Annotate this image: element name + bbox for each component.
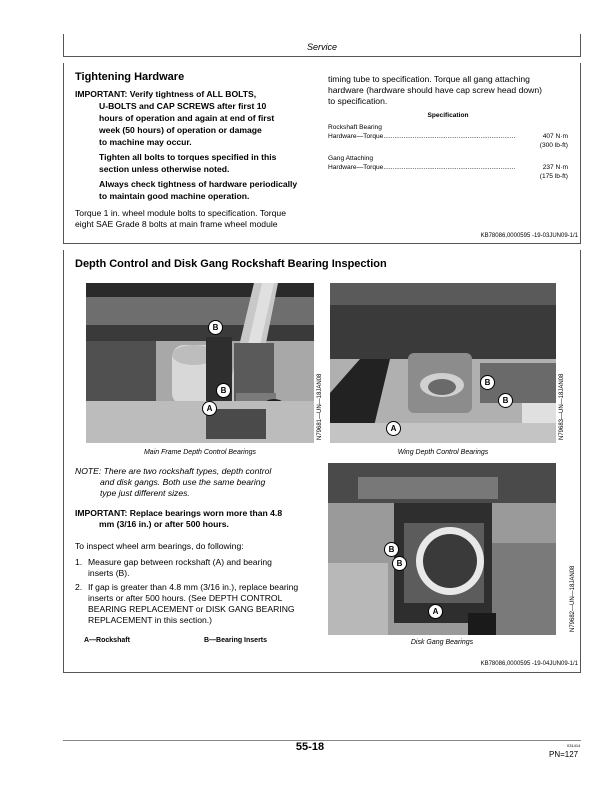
spec-value: 407 N·m [542, 133, 568, 140]
figure-caption: Wing Depth Control Bearings [397, 449, 489, 456]
figure-caption: Main Frame Depth Control Bearings [143, 449, 257, 456]
disk-gang-photo [328, 463, 556, 635]
spec-name: Hardware—Torque [328, 133, 384, 140]
callout-a: A [202, 401, 217, 416]
main-frame-photo [86, 283, 314, 443]
torque-note-line: Tighten all bolts to torques specified in this [99, 152, 277, 162]
step-number: 1. [75, 557, 83, 567]
step-line: inserts or after 500 hours. (See DEPTH CONTROL [88, 593, 283, 603]
always-check-line: Always check tightness of hardware periodically [99, 179, 298, 189]
spec-heading: Specification [427, 112, 469, 119]
spec-name: Gang Attaching [328, 155, 374, 162]
always-check-line: to maintain good machine operation. [99, 191, 250, 201]
spec-item [328, 123, 568, 150]
legend-a: A—Rockshaft [84, 637, 130, 644]
spec-alt: (300 lb-ft) [539, 142, 568, 149]
important-label: IMPORTANT: [75, 89, 128, 99]
step-line: inserts (B). [88, 568, 130, 578]
callout-b: B [216, 383, 231, 398]
important-line: Replace bearings worn more than 4.8 [129, 508, 283, 518]
step-number: 2. [75, 582, 83, 592]
wing-photo [330, 283, 556, 443]
step-item [75, 557, 325, 579]
note-block [75, 466, 271, 499]
important-line: U-BOLTS and CAP SCREWS after first 10 [99, 101, 267, 111]
callout-b: B [384, 542, 399, 557]
spec-item [328, 154, 568, 181]
ref-code: KB78086,0000595 -19-04JUN09-1/1 [480, 661, 578, 667]
note-line: and disk gangs. Both use the same bearing [100, 477, 266, 487]
torque-note-line: section unless otherwise noted. [99, 164, 230, 174]
important-line: Verify tightness of ALL BOLTS, [129, 89, 257, 99]
spec-name: Hardware—Torque [328, 164, 384, 171]
step-line: If gap is greater than 4.8 mm (3/16 in.), replace bearing [88, 582, 299, 592]
spec-dots: ........................................................................ [383, 133, 516, 140]
tightening-title: Tightening Hardware [75, 71, 185, 83]
inspection-intro: To inspect wheel arm bearings, do following: [75, 541, 244, 551]
important-label: IMPORTANT: [75, 508, 128, 518]
figure-code: N79683—UN—18JAN08 [559, 373, 565, 440]
body-line: eight SAE Grade 8 bolts at main frame wheel module [75, 219, 278, 229]
right-line: timing tube to specification. Torque all gang attaching [328, 74, 530, 84]
spec-name: Rockshaft Bearing [328, 124, 382, 131]
callout-b: B [208, 320, 223, 335]
figure-code: N79681—UN—18JAN08 [317, 373, 323, 440]
important-line: mm (3/16 in.) or after 500 hours. [99, 519, 229, 529]
step-item [75, 582, 325, 626]
right-line: to specification. [328, 96, 388, 106]
spec-value: 237 N·m [542, 164, 568, 171]
callout-b: B [480, 375, 495, 390]
section-header: Service [306, 42, 337, 52]
figure-caption: Disk Gang Bearings [410, 639, 474, 646]
callout-a: A [386, 421, 401, 436]
legend-b: B—Bearing Inserts [204, 637, 268, 644]
inspection-title: Depth Control and Disk Gang Rockshaft Bearing Inspection [75, 258, 387, 270]
callout-b: B [392, 556, 407, 571]
spec-alt: (175 lb-ft) [539, 173, 568, 180]
page-number: 55-18 [295, 741, 325, 753]
note-line: NOTE: There are two rockshaft types, depth control [75, 466, 272, 476]
ref-code: KB78086,0000595 -19-03JUN09-1/1 [480, 233, 578, 239]
spec-dots: ........................................................................ [383, 164, 516, 171]
note-line: type just different sizes. [100, 488, 190, 498]
inspection-important [75, 508, 282, 530]
steps-list [75, 557, 325, 626]
tightening-important [75, 88, 325, 202]
pn-label: PN=127 [549, 750, 579, 759]
important-line: week (50 hours) of operation or damage [99, 125, 262, 135]
specification-table [328, 112, 568, 181]
callout-b: B [498, 393, 513, 408]
figure-code: N79682—UN—18JAN08 [570, 565, 576, 632]
step-line: REPLACEMENT in this section.) [88, 615, 213, 625]
step-line: Measure gap between rockshaft (A) and bearing [88, 557, 272, 567]
important-line: to machine may occur. [99, 137, 192, 147]
small-code: 031414 [567, 743, 581, 748]
body-line: Torque 1 in. wheel module bolts to specification. Torque [75, 208, 286, 218]
important-line: hours of operation and again at end of first [99, 113, 275, 123]
step-line: BEARING REPLACEMENT or DISK GANG BEARING [88, 604, 295, 614]
right-line: hardware (hardware should have cap screw head down) [328, 85, 543, 95]
callout-a: A [428, 604, 443, 619]
